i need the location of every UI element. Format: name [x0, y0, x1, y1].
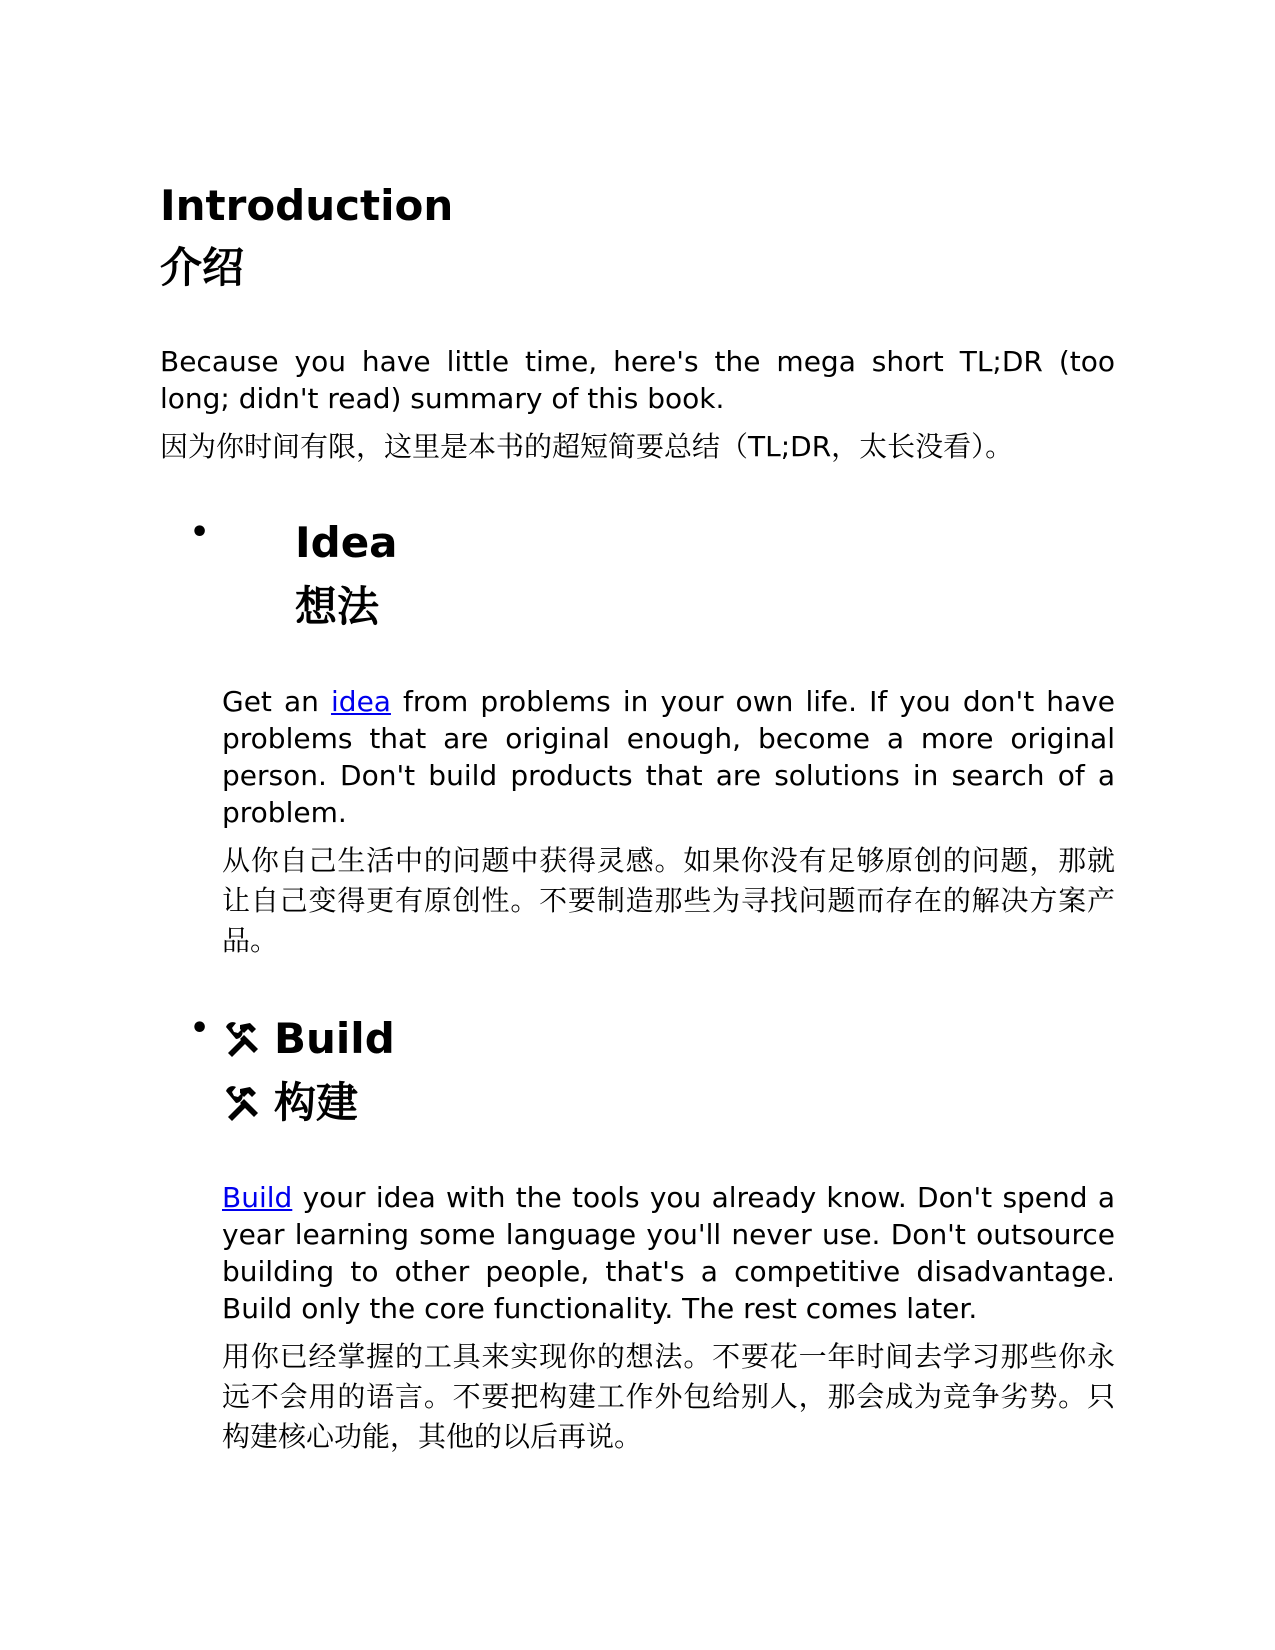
idea-text-before: Get an: [222, 685, 332, 718]
bullet: •: [190, 1011, 210, 1046]
build-heading-en-line: [222, 1007, 1115, 1071]
page-title-zh: 介绍: [160, 243, 245, 292]
build-paragraph-zh: 用你已经掌握的工具来实现你的想法。不要花一年时间去学习那些你永远不会用的语言。不要把构建工作外包给别人，那会成为竞争劣势。只构建核心功能，其他的以后再说。: [222, 1340, 1115, 1453]
build-link[interactable]: Build: [222, 1181, 293, 1214]
idea-paragraph-en: [222, 683, 1115, 831]
page-title-en: Introduction: [160, 181, 454, 230]
idea-body: [222, 683, 1115, 961]
idea-text-after: from problems in your own life. If you don't have problems that are original enough, become a more original person. Don't build products that are solutions in search of a problem.: [222, 685, 1115, 829]
idea-heading: [295, 511, 1115, 639]
idea-paragraph-zh: 从你自己生活中的问题中获得灵感。如果你没有足够原创的问题，那就让自己变得更有原创性。不要制造那些为寻找问题而存在的解决方案产品。: [222, 844, 1115, 957]
intro-block: [160, 343, 1115, 467]
build-heading-en: Build: [274, 1014, 395, 1063]
idea-heading-en: Idea: [295, 518, 398, 567]
bullet: •: [190, 515, 210, 550]
build-paragraph-en: [222, 1179, 1115, 1327]
idea-link[interactable]: idea: [331, 685, 391, 718]
section-idea: [160, 511, 1115, 961]
title-block: [160, 175, 1115, 299]
build-heading-zh: 构建: [274, 1078, 359, 1127]
intro-paragraph-zh: 因为你时间有限，这里是本书的超短简要总结（TL;DR，太长没看）。: [160, 430, 1014, 463]
section-build: [160, 1007, 1115, 1457]
hammer-wrench-icon: [222, 1083, 262, 1123]
idea-heading-zh: 想法: [295, 582, 380, 631]
document-page: [160, 175, 1115, 1457]
intro-paragraph-en: Because you have little time, here's the mega short TL;DR (too long; didn't read) summary of this book.: [160, 345, 1115, 415]
build-heading-zh-line: [222, 1071, 1115, 1135]
build-heading: [222, 1007, 1115, 1135]
hammer-wrench-icon: [222, 1019, 262, 1059]
build-body: [222, 1179, 1115, 1457]
build-text-after: your idea with the tools you already know. Don't spend a year learning some language you'll never use. Don't outsource building to other people, that's a competitive disadvantage. Build only the core functionality. The rest comes later.: [222, 1181, 1115, 1325]
